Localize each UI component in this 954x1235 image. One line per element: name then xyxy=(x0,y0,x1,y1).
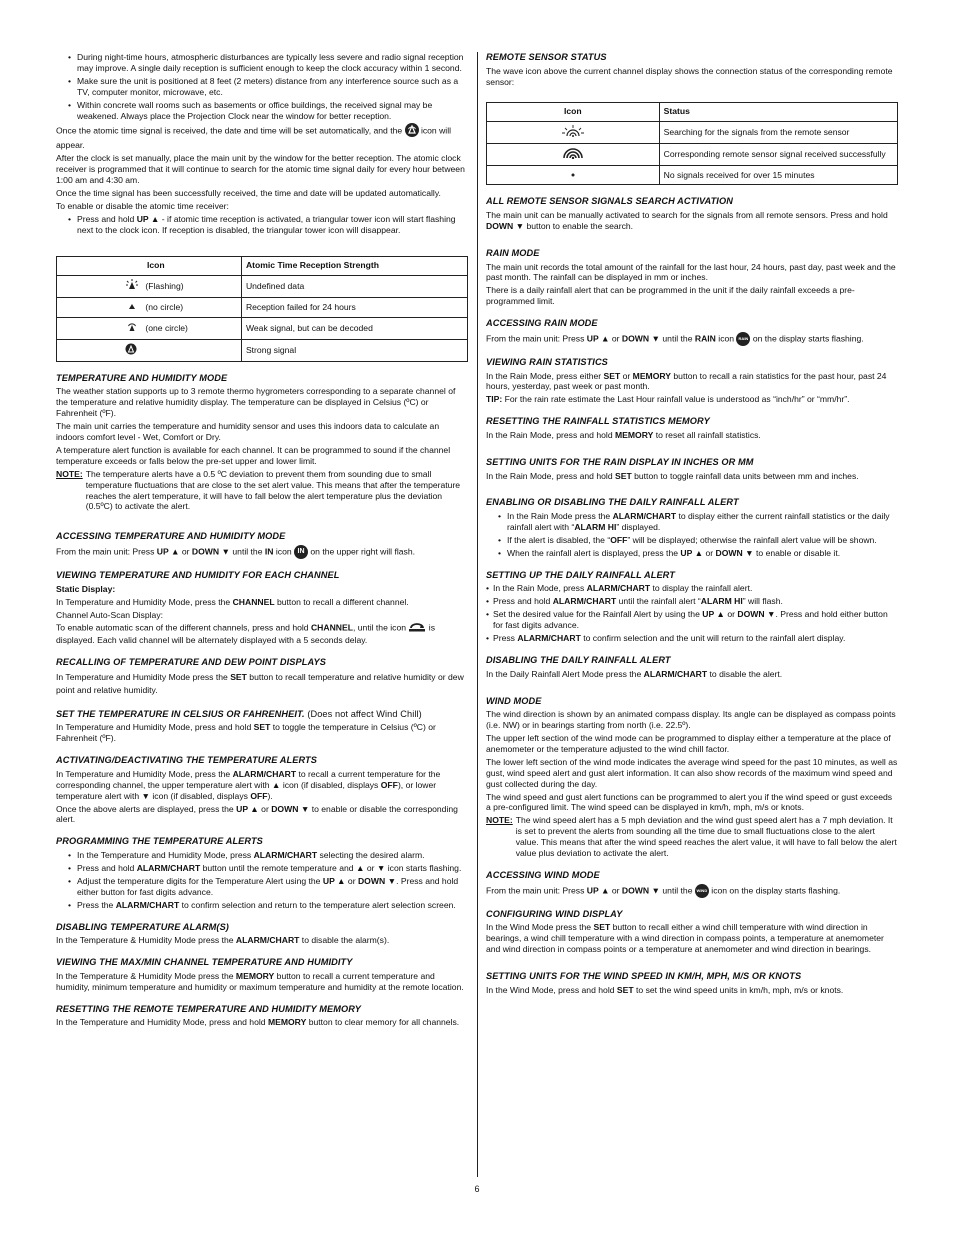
list-item: • When the rainfall alert is displayed, press the UP ▲ or DOWN ▼ to enable or disable it. xyxy=(502,548,898,559)
note-label: NOTE: xyxy=(486,815,513,826)
atomic-paragraph: To enable or disable the atomic time receiver: xyxy=(56,200,229,211)
section-heading: CONFIGURING WIND DISPLAY xyxy=(486,908,623,919)
section-heading: ACCESSING TEMPERATURE AND HUMIDITY MODE xyxy=(56,531,286,542)
list-item: • Press the ALARM/CHART to confirm selection and return to the temperature alert selection screen. xyxy=(72,900,468,911)
section-heading: RECALLING OF TEMPERATURE AND DEW POINT DISPLAYS xyxy=(56,657,326,668)
section-heading: SETTING UNITS FOR THE RAIN DISPLAY IN INCHES OR MM xyxy=(486,456,754,467)
list-item: • Press ALARM/CHART to confirm selection and the unit will return to the rainfall alert display. xyxy=(486,633,898,644)
note-text: The temperature alerts have a 0.5 ºC deviation to prevent them from sounding due to small temperature fluctuations that are close to the set alert value. This means that after the temperature reaches the alert temperature, it will have to fall below the alert temperature plus the deviation (0.5ºC) to activate the alert. xyxy=(85,468,461,512)
no-signal-dot-icon xyxy=(570,170,576,181)
tower-no-circle-icon xyxy=(125,301,139,314)
atomic-paragraph: Once the time signal has been successfully received, the time and date will be updated automatically. xyxy=(56,187,441,198)
atomic-toggle-list xyxy=(72,214,468,236)
paragraph: There is a daily rainfall alert that can be programmed in the unit if the daily rainfall exceeds a pre-programmed limit. xyxy=(486,285,855,307)
column-header: Icon xyxy=(57,256,242,276)
section-heading: SETTING UP THE DAILY RAINFALL ALERT xyxy=(486,569,675,580)
column-header: Icon xyxy=(487,102,660,122)
status-cell: Searching for the signals from the remote sensor xyxy=(659,122,897,144)
strong-signal-tower-icon xyxy=(405,123,419,140)
page-number: 6 xyxy=(474,1184,480,1194)
paragraph: In the Temperature and Humidity Mode, press and hold MEMORY button to clear memory for all channels. xyxy=(56,1017,460,1028)
paragraph: The upper left section of the wind mode can be programmed to display either a temperature at the place of anemometer or the temperature adjusted to the wind chill factor. xyxy=(486,733,891,754)
icon-label: (no circle) xyxy=(145,301,184,312)
section-heading: ALL REMOTE SENSOR SIGNALS SEARCH ACTIVATION xyxy=(486,196,733,207)
icon-cell xyxy=(57,298,242,318)
paragraph: In the Temperature & Humidity Mode press the MEMORY button to recall a current temperature and humidity, minimum temperature and humidity or maximum temperature and humidity at the remote location. xyxy=(56,970,464,992)
programming-alerts-list xyxy=(72,850,468,911)
paragraph: In the Temperature & Humidity Mode press the ALARM/CHART to disable the alarm(s). xyxy=(56,935,390,946)
table-row xyxy=(57,317,468,339)
section-heading: VIEWING RAIN STATISTICS xyxy=(486,356,608,367)
flashing-tower-icon xyxy=(125,279,139,294)
paragraph: Static Display: xyxy=(56,583,116,594)
in-indicator-icon: IN xyxy=(294,545,308,559)
paragraph: The wave icon above the current channel display shows the connection status of the corresponding remote sensor: xyxy=(486,65,893,87)
table-row xyxy=(487,165,898,185)
section-heading: RESETTING THE REMOTE TEMPERATURE AND HUMIDITY MEMORY xyxy=(56,1003,361,1014)
icon-cell xyxy=(57,317,242,339)
paragraph: In the Wind Mode press the SET button to recall either a wind chill temperature with wind direction in bearings, a wind chill temperature with a wind direction in compass points, a temperature at anemometer and wind direction in compass points or a temperature at anemometer and wind direction in bearings. xyxy=(486,922,884,955)
section-heading: TEMPERATURE AND HUMIDITY MODE xyxy=(56,372,228,383)
list-item: • In the Rain Mode press the ALARM/CHART to display either the current rainfall statistics or the daily rainfall alert with “ALARM HI” displayed. xyxy=(502,511,898,533)
status-cell: No signals received for over 15 minutes xyxy=(659,165,897,185)
paragraph: To enable automatic scan of the different channels, press and hold CHANNEL, until the icon is displayed. Each valid channel will be alternately displayed with a 5 seconds delay. xyxy=(56,623,436,646)
paragraph: The wind direction is shown by an animated compass display. Its angle can be displayed as compass points (i.e. NW) or in bearings starting from north (i.e. 22.5º). xyxy=(486,709,896,731)
paragraph: From the main unit: Press UP ▲ or DOWN ▼ until the RAIN icon RAIN on the display starts flashing. xyxy=(486,332,898,346)
status-cell: Weak signal, but can be decoded xyxy=(241,317,467,339)
list-item: • Make sure the unit is positioned at 8 feet (2 meters) distance from any interference source such as a TV, computer monitor, microwave, etc. xyxy=(72,76,468,98)
enable-rain-alert-list xyxy=(502,511,898,559)
left-column xyxy=(56,52,468,1030)
table-row xyxy=(57,339,468,361)
paragraph: In the Rain Mode, press and hold SET button to toggle rainfall data units between mm and inches. xyxy=(486,470,859,481)
section-heading: ENABLING OR DISABLING THE DAILY RAINFALL ALERT xyxy=(486,497,739,508)
section-heading: ACTIVATING/DEACTIVATING THE TEMPERATURE ALERTS xyxy=(56,755,317,766)
list-item: • Press and hold ALARM/CHART until the rainfall alert “ALARM HI” will flash. xyxy=(486,596,898,607)
wind-indicator-icon: WIND xyxy=(695,884,709,898)
status-cell: Corresponding remote sensor signal received successfully xyxy=(659,143,897,165)
list-item: • During night-time hours, atmospheric disturbances are typically less severe and radio signal reception may improve. A single daily reception is sufficient enough to keep the clock accuracy within 1 second. xyxy=(72,52,468,74)
list-item: • In the Temperature and Humidity Mode, press ALARM/CHART selecting the desired alarm. xyxy=(72,850,468,861)
remote-sensor-status-table xyxy=(486,102,898,186)
atomic-paragraph: After the clock is set manually, place the main unit by the window for the better reception. The atomic clock receiver is programmed that it will continue to search for the atomic time signal daily for every hour between 1:00 am and 4:30 am. xyxy=(56,153,465,186)
paragraph: The main unit records the total amount of the rainfall for the last hour, 24 hours, past day, past week and the past month. The rainfall can be displayed in mm or inches. xyxy=(486,261,896,283)
section-heading: ACCESSING RAIN MODE xyxy=(486,318,598,329)
section-heading: PROGRAMMING THE TEMPERATURE ALERTS xyxy=(56,836,263,847)
section-heading: REMOTE SENSOR STATUS xyxy=(486,52,607,62)
searching-wave-icon xyxy=(562,125,584,140)
icon-cell xyxy=(57,339,242,361)
atomic-reception-table xyxy=(56,256,468,362)
paragraph: The wind speed and gust alert functions can be programmed to alert you if the wind speed or gust exceeds a pre-configured limit. The wind speed can be displayed in km/h, mph, m/s or knots. xyxy=(486,791,893,813)
section-heading: RAIN MODE xyxy=(486,247,540,258)
paragraph: TIP: For the rain rate estimate the Last Hour rainfall value is understood as “inch/hr” or “mm/hr”. xyxy=(486,394,850,405)
icon-label: (one circle) xyxy=(145,322,188,333)
strong-signal-icon xyxy=(125,343,137,358)
list-item: • In the Rain Mode, press ALARM/CHART to display the rainfall alert. xyxy=(486,583,898,594)
list-item: • Press and hold UP ▲ - if atomic time reception is activated, a triangular tower icon will start flashing next to the clock icon. If reception is disabled, the triangular tower icon will disappear. xyxy=(72,214,468,236)
paragraph: The main unit carries the temperature and humidity sensor and uses this indoors data to calculate an indoors comfort level - Wet, Comfort or Dry. xyxy=(56,421,440,443)
list-item: • If the alert is disabled, the “OFF” will be displayed; otherwise the rainfall alert value will be shown. xyxy=(502,535,898,546)
section-heading: DISABLING THE DAILY RAINFALL ALERT xyxy=(486,654,671,665)
icon-cell xyxy=(487,122,660,144)
setup-rain-alert-list xyxy=(486,583,898,644)
note-label: NOTE: xyxy=(56,468,83,479)
section-heading: SET THE TEMPERATURE IN CELSIUS OR FAHRENHEIT. (Does not affect Wind Chill) xyxy=(56,708,422,719)
icon-cell xyxy=(57,276,242,298)
reception-tips-list xyxy=(72,52,468,121)
paragraph: In the Wind Mode, press and hold SET to set the wind speed units in km/h, mph, m/s or knots. xyxy=(486,984,844,995)
section-heading: DISABLING TEMPERATURE ALARM(S) xyxy=(56,921,229,932)
table-row xyxy=(57,276,468,298)
column-header: Atomic Time Reception Strength xyxy=(241,256,467,276)
section-heading: ACCESSING WIND MODE xyxy=(486,870,600,880)
section-heading: RESETTING THE RAINFALL STATISTICS MEMORY xyxy=(486,416,710,427)
paragraph: In Temperature and Humidity Mode, press the ALARM/CHART to recall a current temperature for the corresponding channel, the upper temperature alert with ▲ icon (if disabled, displays OFF), or lower temperature alert with ▼ icon (if disabled, displays OFF). xyxy=(56,768,441,801)
paragraph: In Temperature and Humidity Mode press the SET button to recall temperature and relative humidity or dew point and relative humidity. xyxy=(56,671,464,696)
paragraph: From the main unit: Press UP ▲ or DOWN ▼ until the WIND icon on the display starts flashing. xyxy=(486,884,898,898)
table-row xyxy=(487,143,898,165)
list-item: • Within concrete wall rooms such as basements or office buildings, the received signal may be weakened. Always place the Projection Clock near the window for better reception. xyxy=(72,100,468,122)
paragraph: In the Rain Mode, press and hold MEMORY to reset all rainfall statistics. xyxy=(486,429,761,440)
table-row xyxy=(57,298,468,318)
paragraph: Once the above alerts are displayed, press the UP ▲ or DOWN ▼ to enable or disable the corresponding alert. xyxy=(56,803,458,825)
paragraph: From the main unit: Press UP ▲ or DOWN ▼ until the IN icon IN on the upper right will flash. xyxy=(56,545,468,559)
icon-cell xyxy=(487,143,660,165)
column-header: Status xyxy=(659,102,897,122)
icon-label: (Flashing) xyxy=(145,280,184,291)
paragraph: Channel Auto-Scan Display: xyxy=(56,609,164,620)
table-header-row xyxy=(57,256,468,276)
list-item: • Press and hold ALARM/CHART button until the remote temperature and ▲ or ▼ icon starts flashing. xyxy=(72,863,468,874)
list-item: • Set the desired value for the Rainfall Alert by using the UP ▲ or DOWN ▼. Press and hold either button for fast digits advance. xyxy=(486,609,898,631)
temperature-note xyxy=(56,469,468,513)
section-heading: WIND MODE xyxy=(486,695,542,706)
paragraph: The lower left section of the wind mode indicates the average wind speed for the past 10 minutes, as well as gust, wind speed alert and gust alert information. It can also show records of the maximum wind speed and gust collected during the day. xyxy=(486,756,898,789)
note-text: The wind speed alert has a 5 mph deviation and the wind gust speed alert has a 7 mph deviation. It is set to prevent the alerts from sounding all the time due to small fluctuations close to the alert value. This means that after the wind speed reaches the alert value, it will have to fall below the alert value plus deviation to activate the alert. xyxy=(515,815,897,859)
paragraph: In Temperature and Humidity Mode, press and hold SET to toggle the temperature in Celsius (ºC) or Fahrenheit (ºF). xyxy=(56,722,436,744)
auto-scan-icon xyxy=(408,622,426,635)
paragraph: The weather station supports up to 3 remote thermo hygrometers corresponding to a separate channel of the temperature and relative humidity display. The temperature can be displayed in Celsius (ºC) or Fahrenheit (ºF). xyxy=(56,386,456,419)
right-column xyxy=(486,52,898,998)
paragraph: In the Rain Mode, press either SET or MEMORY button to recall a rain statistics for the past hour, past 24 hours, yesterday, past week or past month. xyxy=(486,370,887,392)
paragraph: In Temperature and Humidity Mode, press the CHANNEL button to recall a different channel. xyxy=(56,596,409,607)
section-heading: SETTING UNITS FOR THE WIND SPEED IN KM/H, MPH, M/S OR KNOTS xyxy=(486,971,802,982)
paragraph: In the Daily Rainfall Alert Mode press the ALARM/CHART to disable the alert. xyxy=(486,668,783,679)
column-divider xyxy=(477,52,478,1177)
icon-cell xyxy=(487,165,660,185)
tower-one-circle-icon xyxy=(125,321,139,336)
status-cell: Strong signal xyxy=(241,339,467,361)
table-row xyxy=(487,122,898,144)
signal-received-wave-icon xyxy=(562,147,584,162)
section-heading: VIEWING TEMPERATURE AND HUMIDITY FOR EACH CHANNEL xyxy=(56,570,340,581)
status-cell: Reception failed for 24 hours xyxy=(241,298,467,318)
wind-note xyxy=(486,815,898,859)
atomic-paragraph: Once the atomic time signal is received, the date and time will be set automatically, and the icon will appear. xyxy=(56,123,468,151)
status-cell: Undefined data xyxy=(241,276,467,298)
list-item: • Adjust the temperature digits for the Temperature Alert using the UP ▲ or DOWN ▼. Press and hold either button for fast digits advance. xyxy=(72,876,468,898)
paragraph: A temperature alert function is available for each channel. It can be programmed to sound if the channel temperature exceeds or falls below the pre-set upper and lower limit. xyxy=(56,444,451,466)
table-header-row xyxy=(487,102,898,122)
paragraph: The main unit can be manually activated to search for the signals from all remote sensors. Press and hold DOWN ▼ button to enable the search. xyxy=(486,210,888,231)
section-heading: VIEWING THE MAX/MIN CHANNEL TEMPERATURE AND HUMIDITY xyxy=(56,957,353,968)
rain-indicator-icon: RAIN xyxy=(736,332,750,346)
